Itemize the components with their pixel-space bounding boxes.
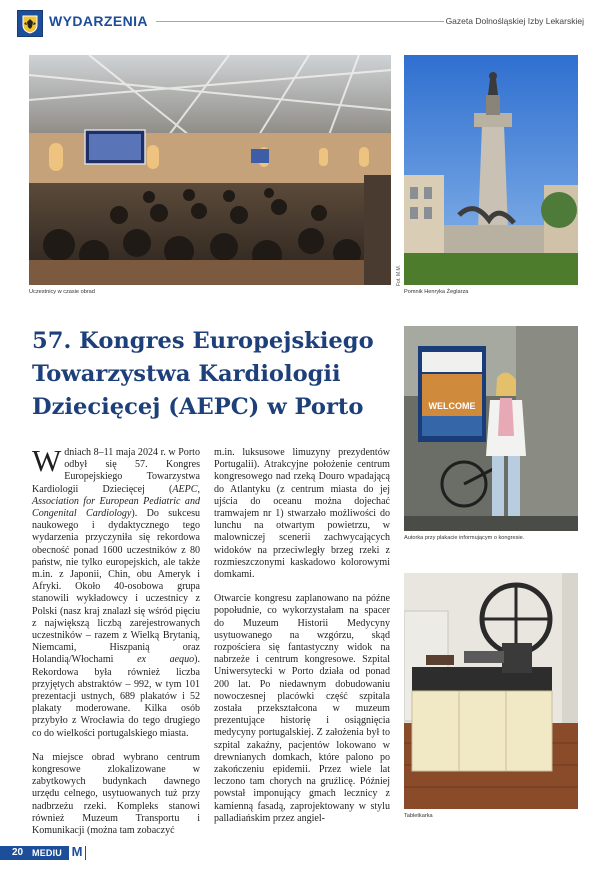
paragraph-text: ). Rekordowa była również liczba przyjętych abstraktów – 992, w tym 101 prezentacji ustnych, 689 plakatów i 52 plakaty moderowane. Kilka osób przybyło z Wrocławia do tego drugiego co do wielkości portugalskiego miasta.	[32, 654, 200, 739]
paragraph: m.in. luksusowe limuzyny prezydentów Portugalii). Atrakcyjne położenie centrum kongresowego nad rzeką Douro wpadającą do Atlantyku (z centrum miasta do jej ujścia do oceanu można dojechać tramwajem nr 1) stwarzało możliwości do lunchu na otwartym powietrzu, w malowniczej scenerii zachwycających widoków na przeciwległy brzeg rzeki z rozmieszczonymi kaskadowo kolorowymi domkami.	[214, 447, 390, 581]
paragraph-italic: ex aequo	[137, 654, 195, 666]
section-label: WYDARZENIA	[49, 13, 148, 29]
magazine-logo-m: M	[69, 843, 85, 860]
photo-caption: Pomnik Henryka Żeglarza	[404, 289, 469, 295]
paragraph: Otwarcie kongresu zaplanowano na późne popołudnie, co wykorzystałam na spacer do Muzeum Historii Medycyny usytuowanego na wzgórzu, skąd rozpościera się fantastyczny widok na nabrzeże i centrum kongresowe. Szpital Uniwersytecki w Porto działa od ponad 200 lat. Po niedawnym dobudowaniu nowoczesnej placówki część szpitala została przekształcona w muzeum prezentujące historię i osiągnięcia medycyny portugalskiej. Z założenia był to szpital zakaźny, pacjentów lokowano w drewnianych domkach, które palono po zakończeniu epidemii. Przez wiele lat leczono tam chorych na gruźlicę. Później powstał imponujący gmach lecznicy z kamienną fasadą, zaprojektowany w stylu palladiańskim przez angiel-	[214, 593, 390, 824]
publication-name: Gazeta Dolnośląskiej Izby Lekarskiej	[445, 16, 584, 26]
drop-cap: W	[32, 443, 62, 478]
poster-text: WELCOME	[428, 401, 476, 411]
article-column-2	[214, 447, 390, 825]
paragraph: Na miejsce obrad wybrano centrum kongresowe zlokalizowane w zabytkowych budynkach dawnego urzędu celnego, usytuowanych tuż przy nadbrzeżu rzeki. Kompleks stanowi również Muzeum Transportu i Komunikacji (można tam zobaczyć	[32, 751, 200, 837]
paragraph-italic: AEPC, Association for European Pediatric and Congenital Cardiology	[32, 483, 200, 520]
article-title: 57. Kongres Europejskiego Towarzystwa Kardiologii Dziecięcej (AEPC) w Porto	[32, 328, 374, 420]
conference-hall-photo	[29, 55, 391, 285]
article-column-1	[32, 443, 201, 837]
page-number: 20	[12, 847, 24, 858]
photo-credit: Fot. M.M.	[396, 264, 402, 286]
photo-caption: Autorka przy plakacie informującym o kongresie.	[404, 535, 525, 541]
header-rule	[156, 21, 444, 22]
eagle-crest-icon	[17, 10, 43, 37]
paragraph-text: dniach 8–11 maja 2024 r. w Porto odbył się 57. Kongres Europejskiego Towarzystwa Kardiologii Dziecięcej (	[32, 447, 200, 495]
monument-photo	[404, 55, 578, 285]
photo-caption: Tabletkarka	[404, 813, 433, 819]
photo-caption: Uczestnicy w czasie obrad	[29, 289, 95, 295]
magazine-name: MEDIU	[32, 848, 62, 858]
paragraph-text: ). Do sukcesu naukowego i dydaktycznego tego wydarzenia przyczyniła się rekordowa obecność ponad 1600 uczestników z 80 państw, nie tylko europejskich, ale także m.in. z Japonii, Chin, obu Ameryk i Afryki. Około 40-osobowa grupa stanowili wykładowcy i uczestnicy z Polski (nasz kraj znalazł się wśród pięciu z największą liczbą zarejestrowanych uczestników – razem z Wielką Brytanią, Niemcami, Hiszpanią oraz Holandią/Włochami	[32, 508, 201, 666]
author-poster-photo	[404, 326, 578, 531]
tablet-press-photo	[404, 573, 578, 809]
